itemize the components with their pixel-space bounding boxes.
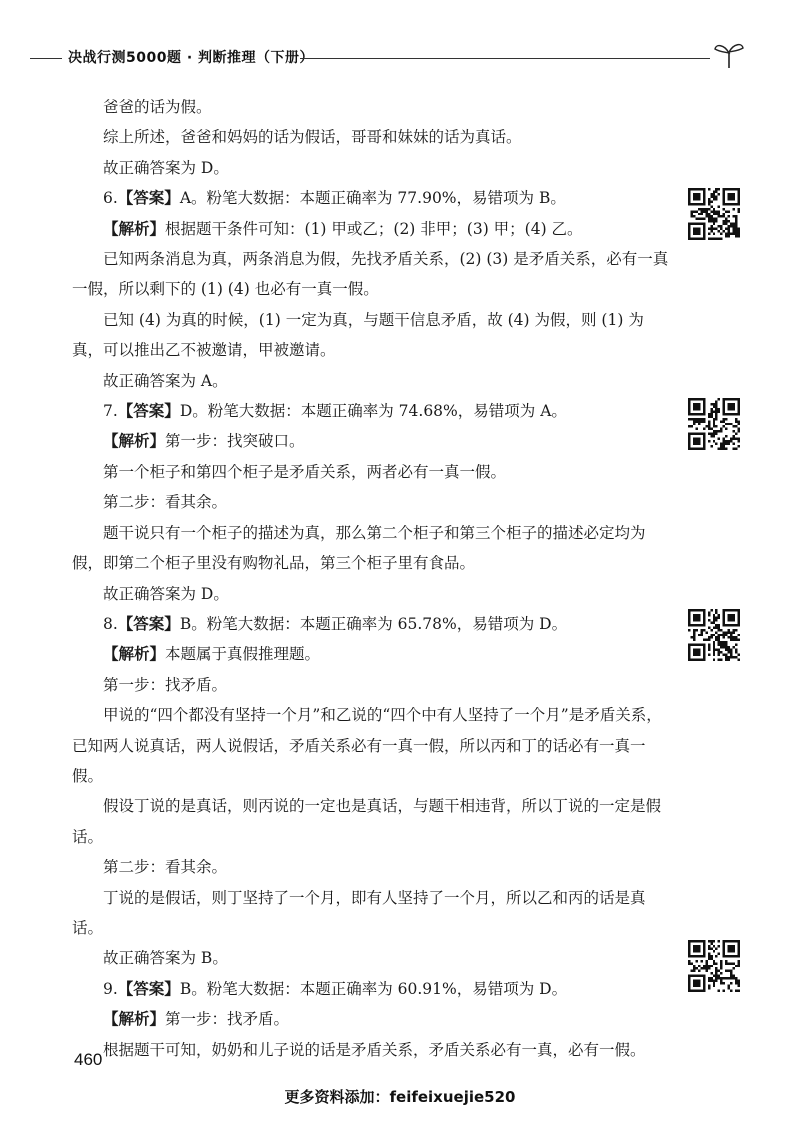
sprout-icon [712, 40, 746, 70]
paragraph: 综上所述，爸爸和妈妈的话为假话，哥哥和妹妹的话为真话。 [103, 128, 522, 147]
qr-code-icon[interactable] [688, 609, 740, 661]
qr-code-icon[interactable] [688, 188, 740, 240]
answer-explanations [72, 92, 672, 1065]
book-title: 决战行测5000题 · 判断推理（下册） [68, 50, 315, 66]
running-header [0, 40, 800, 72]
answer-line-q7: 7.【答案】D。粉笔大数据：本题正确率为 74.68%，易错项为 A。 [103, 401, 567, 421]
paragraph: 第二步：看其余。 [103, 493, 228, 512]
paragraph: 故正确答案为 D。 [103, 584, 229, 603]
analysis-line-q7: 【解析】第一步：找突破口。 [103, 431, 305, 451]
analysis-line-q9: 【解析】第一步：找矛盾。 [103, 1009, 290, 1029]
paragraph: 假设丁说的是真话，则丙说的一定也是真话，与题干相违背，所以丁说的一定是假话。 [72, 797, 662, 846]
paragraph: 题干说只有一个柜子的描述为真，那么第二个柜子和第三个柜子的描述必定均为假，即第二个柜子里没有购物礼品，第三个柜子里有食品。 [72, 523, 646, 573]
analysis-line-q6: 【解析】根据题干条件可知：(1) 甲或乙；(2) 非甲；(3) 甲；(4) 乙。 [103, 218, 583, 238]
qr-code-icon[interactable] [688, 940, 740, 992]
paragraph: 丁说的是假话，则丁坚持了一个月，即有人坚持了一个月，所以乙和丙的话是真话。 [72, 888, 646, 937]
paragraph: 第一步：找矛盾。 [103, 675, 228, 694]
qr-code-icon[interactable] [688, 398, 740, 450]
footer-note: 更多资料添加：feifeixuejie520 [284, 1088, 516, 1106]
paragraph: 第二步：看其余。 [103, 858, 228, 877]
paragraph: 故正确答案为 A。 [103, 371, 228, 390]
answer-line-q8: 8.【答案】B。粉笔大数据：本题正确率为 65.78%，易错项为 D。 [103, 613, 568, 633]
page-number: 460 [74, 1050, 103, 1069]
analysis-line-q8: 【解析】本题属于真假推理题。 [103, 644, 321, 664]
header-rule-left [30, 58, 62, 59]
paragraph: 已知两条消息为真，两条消息为假，先找矛盾关系，(2) (3) 是矛盾关系，必有一真一假，所以剩下的 (1) (4) 也必有一真一假。 [72, 250, 669, 299]
paragraph: 甲说的“四个都没有坚持一个月”和乙说的“四个中有人坚持了一个月”是矛盾关系，已知两人说真话，两人说假话，矛盾关系必有一真一假，所以丙和丁的话必有一真一假。 [72, 706, 662, 785]
answer-line-q9: 9.【答案】B。粉笔大数据：本题正确率为 60.91%，易错项为 D。 [103, 978, 568, 998]
paragraph: 已知 (4) 为真的时候，(1) 一定为真，与题干信息矛盾，故 (4) 为假，则 (1) 为真，可以推出乙不被邀请，甲被邀请。 [72, 310, 644, 360]
paragraph: 故正确答案为 D。 [103, 158, 229, 177]
paragraph: 爸爸的话为假。 [103, 98, 212, 116]
paragraph: 第一个柜子和第四个柜子是矛盾关系，两者必有一真一假。 [103, 462, 507, 481]
answer-line-q6: 6.【答案】A。粉笔大数据：本题正确率为 77.90%，易错项为 B。 [103, 188, 566, 208]
header-rule-right [300, 58, 710, 59]
paragraph: 根据题干可知，奶奶和儿子说的话是矛盾关系，矛盾关系必有一真，必有一假。 [103, 1040, 646, 1059]
paragraph: 故正确答案为 B。 [103, 949, 228, 968]
